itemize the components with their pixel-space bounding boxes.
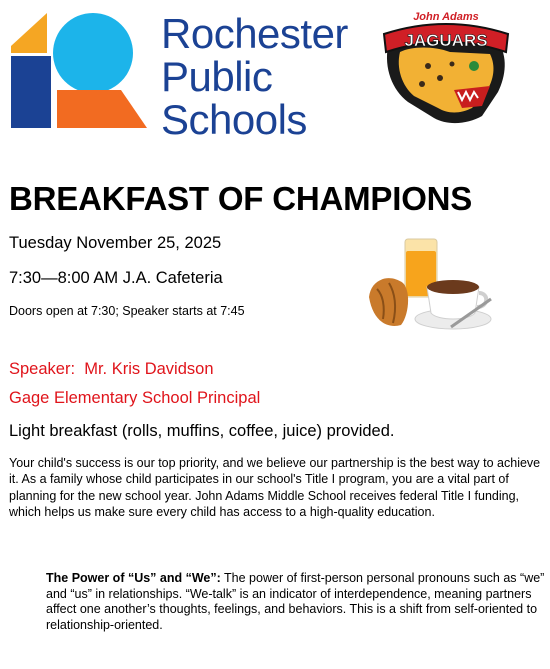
speaker-title: Gage Elementary School Principal xyxy=(9,389,261,407)
event-time-location: 7:30—8:00 AM J.A. Cafeteria xyxy=(9,269,223,287)
district-name xyxy=(161,12,348,141)
district-logo xyxy=(11,8,361,143)
school-logo-mascot-text: JAGUARS xyxy=(404,31,488,50)
event-date: Tuesday November 25, 2025 xyxy=(9,234,222,252)
district-name-line-1: Rochester xyxy=(161,10,348,57)
power-of-we-section xyxy=(46,571,546,633)
school-logo xyxy=(378,6,514,128)
district-name-line-2: Public xyxy=(161,53,273,100)
croissant-icon xyxy=(369,278,408,326)
event-title: BREAKFAST OF CHAMPIONS xyxy=(9,180,473,217)
speaker-name: Speaker: Mr. Kris Davidson xyxy=(9,360,214,378)
school-logo-top-text: John Adams xyxy=(413,11,479,23)
district-name-line-3: Schools xyxy=(161,96,307,143)
title-i-paragraph: Your child's success is our top priority, and we believe our partnership is the best way to achieve it. As a family whose child participates in our school's Title I program, you are a vital part of planning for the new school year. John Adams Middle School receives federal Title I funding, which helps us make sure every child has access to a high-quality education. xyxy=(9,456,541,519)
event-doors-info: Doors open at 7:30; Speaker starts at 7:45 xyxy=(9,304,245,318)
breakfast-image xyxy=(365,235,495,335)
district-logo-mark xyxy=(11,8,151,130)
power-of-we-text: The power of first-person personal pronouns such as “we” and “us” in relationships. “We-talk” is an indicator of interdependence, meaning partners affect one another’s thoughts, feelings, and behaviors. This is a shift from self-oriented to relationship-oriented. xyxy=(46,571,545,632)
food-info: Light breakfast (rolls, muffins, coffee, juice) provided. xyxy=(9,422,395,440)
power-of-we-heading: The Power of “Us” and “We”: xyxy=(46,571,221,585)
